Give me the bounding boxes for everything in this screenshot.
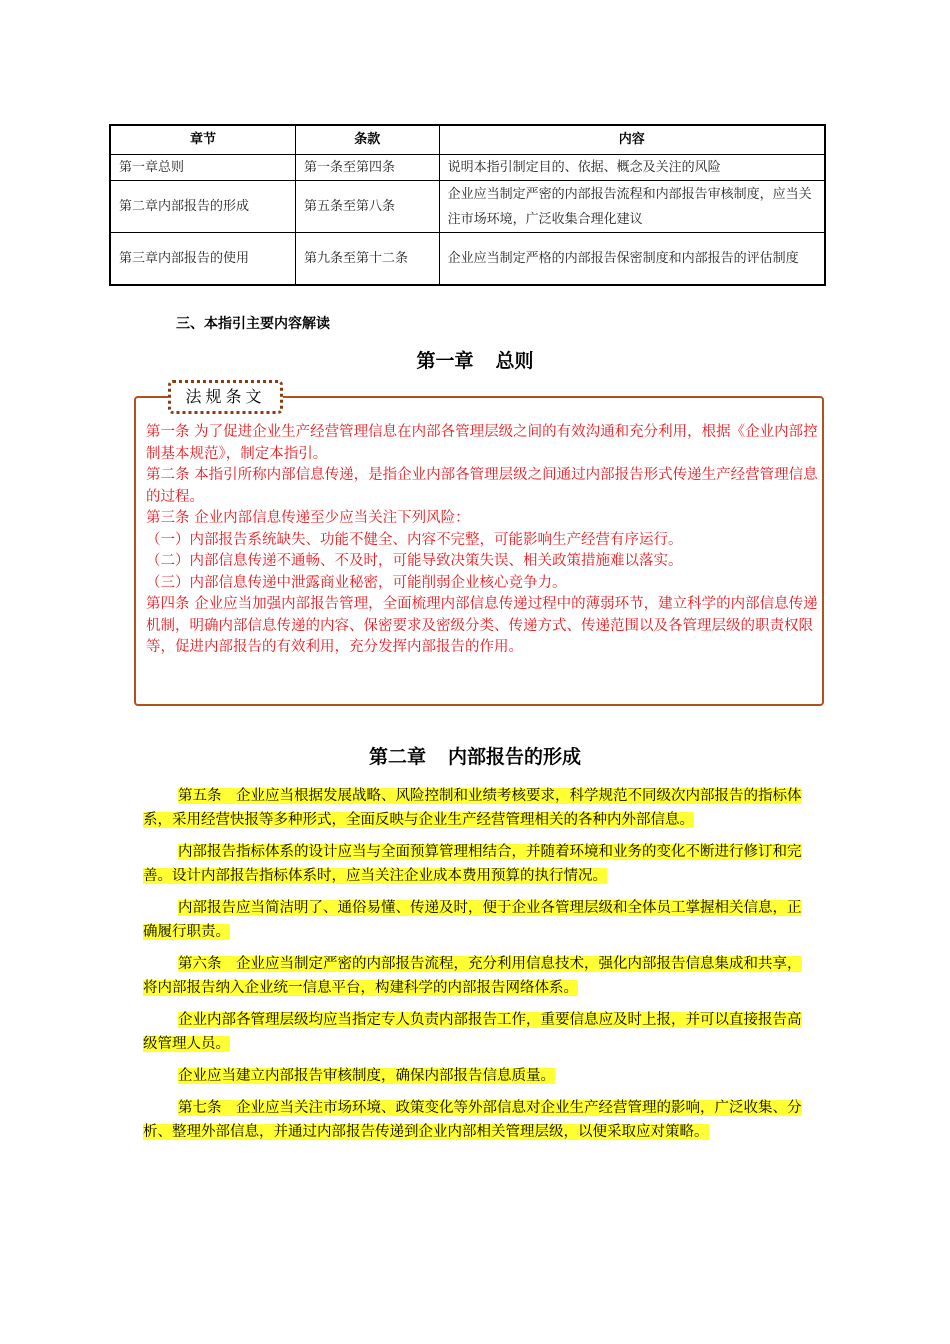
highlighted-text: 内部报告应当简洁明了、通俗易懂、传递及时，便于企业各管理层级和全体员工掌握相关信息，正确履行职责。	[143, 900, 802, 940]
header-article: 条款	[295, 125, 439, 155]
highlighted-text: 第七条 企业应当关注市场环境、政策变化等外部信息对企业生产经营管理的影响，广泛收集、分析、整理外部信息，并通过内部报告传递到企业内部相关管理层级，以便采取应对策略。	[143, 1100, 802, 1140]
chapter2-name: 内部报告的形成	[448, 746, 582, 768]
header-chapter: 章节	[110, 125, 295, 155]
table-cell: 第九条至第十二条	[295, 233, 439, 286]
chapter2-number: 第二章	[368, 746, 426, 768]
table-cell: 企业应当制定严密的内部报告流程和内部报告审核制度，应当关注市场环境，广泛收集合理化建议	[439, 181, 825, 233]
highlighted-text: 企业应当建立内部报告审核制度，确保内部报告信息质量。	[178, 1068, 555, 1084]
chapter2-title	[0, 742, 950, 769]
highlighted-text: 第六条 企业应当制定严密的内部报告流程，充分利用信息技术，强化内部报告信息集成和共享，将内部报告纳入企业统一信息平台，构建科学的内部报告网络体系。	[143, 956, 802, 996]
regulation-label: 法规条文	[168, 380, 283, 414]
summary-table	[109, 124, 826, 286]
table-row	[110, 233, 825, 286]
table-row	[110, 181, 825, 233]
table-cell: 第五条至第八条	[295, 181, 439, 233]
table-cell: 第二章内部报告的形成	[110, 181, 295, 233]
highlighted-text: 第五条 企业应当根据发展战略、风险控制和业绩考核要求，科学规范不同级次内部报告的指标体系，采用经营快报等多种形式，全面反映与企业生产经营管理相关的各种内外部信息。	[143, 788, 802, 828]
article-3-item-2: （二）内部信息传递不通畅、不及时，可能导致决策失误、相关政策措施难以落实。	[146, 553, 683, 569]
paragraph	[143, 896, 803, 944]
paragraph	[143, 1064, 803, 1088]
chapter1-number: 第一章	[416, 350, 474, 372]
article-1: 第一条 为了促进企业生产经营管理信息在内部各管理层级之间的有效沟通和充分利用，根据《企业内部控制基本规范》，制定本指引。	[146, 424, 818, 462]
highlighted-text: 内部报告指标体系的设计应当与全面预算管理相结合，并随着环境和业务的变化不断进行修订和完善。设计内部报告指标体系时，应当关注企业成本费用预算的执行情况。	[143, 844, 802, 884]
chapter2-body	[143, 784, 803, 1152]
article-4: 第四条 企业应当加强内部报告管理，全面梳理内部信息传递过程中的薄弱环节，建立科学的内部信息传递机制，明确内部信息传递的内容、保密要求及密级分类、传递方式、传递范围以及各管理层级的职责权限等，促进内部报告的有效利用，充分发挥内部报告的作用。	[146, 596, 818, 655]
regulation-text	[146, 422, 818, 659]
table-cell: 第三章内部报告的使用	[110, 233, 295, 286]
section-heading: 三、本指引主要内容解读	[176, 316, 330, 332]
paragraph	[143, 952, 803, 1000]
table-cell: 企业应当制定严格的内部报告保密制度和内部报告的评估制度	[439, 233, 825, 286]
header-content: 内容	[439, 125, 825, 155]
article-3-item-3: （三）内部信息传递中泄露商业秘密，可能削弱企业核心竞争力。	[146, 574, 567, 591]
paragraph	[143, 1008, 803, 1056]
paragraph	[143, 784, 803, 832]
article-3-item-1: （一）内部报告系统缺失、功能不健全、内容不完整，可能影响生产经营有序运行。	[146, 531, 683, 548]
table-cell: 说明本指引制定目的、依据、概念及关注的风险	[439, 155, 825, 181]
paragraph	[143, 1096, 803, 1144]
highlighted-text: 企业内部各管理层级均应当指定专人负责内部报告工作，重要信息应及时上报，并可以直接报告高级管理人员。	[143, 1012, 802, 1052]
chapter1-title	[0, 346, 950, 373]
table-row	[110, 155, 825, 181]
table-cell: 第一条至第四条	[295, 155, 439, 181]
paragraph	[143, 840, 803, 888]
chapter1-name: 总则	[495, 350, 534, 372]
article-3: 第三条 企业内部信息传递至少应当关注下列风险：	[146, 510, 470, 526]
table-header-row	[110, 125, 825, 155]
table-cell: 第一章总则	[110, 155, 295, 181]
article-2: 第二条 本指引所称内部信息传递，是指企业内部各管理层级之间通过内部报告形式传递生产经营管理信息的过程。	[146, 467, 818, 505]
